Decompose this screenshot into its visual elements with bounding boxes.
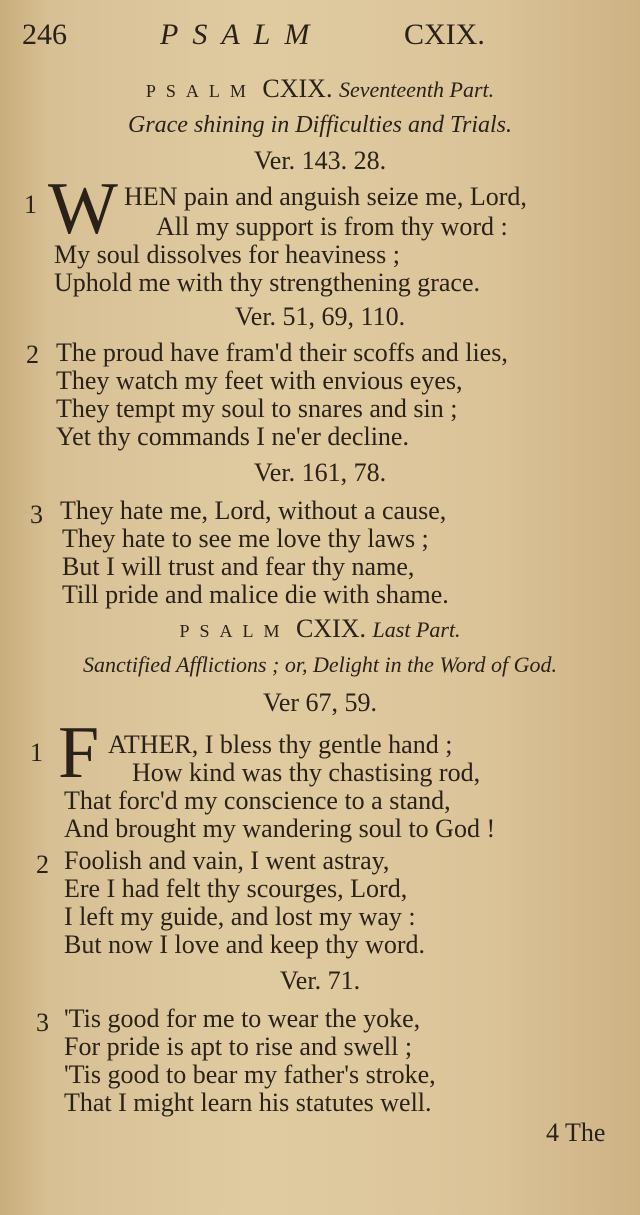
verse-line: But now I love and keep thy word. [64,930,426,959]
part-subtitle: Sanctified Afflictions ; or, Delight in the Word of God. [83,652,557,677]
verse-line: Yet thy commands I ne'er decline. [56,422,409,451]
stanza-number: 3 [30,500,43,529]
part-name: Seventeenth Part. [338,77,495,102]
part-name: Last Part. [372,617,461,642]
stanza-number: 1 [30,738,43,767]
stanza-number: 2 [36,850,49,879]
verse-line: I left my guide, and lost my way : [64,902,416,931]
stanza-number: 2 [26,340,39,369]
stanza-number: 1 [24,190,37,219]
verse-reference: Ver 67, 59. [262,688,378,717]
psalm-numeral: CXIX. [295,614,367,643]
verse-line: That I might learn his statutes well. [64,1088,432,1117]
verse-reference: Ver. 143. 28. [253,146,387,175]
verse-line: For pride is apt to rise and swell ; [64,1032,413,1061]
verse-line: That forc'd my conscience to a stand, [64,786,451,815]
verse-line: Uphold me with thy strengthening grace. [54,268,481,297]
verse-line: All my support is from thy word : [156,212,508,241]
verse-line: And brought my wandering soul to God ! [64,814,496,843]
verse-line: They watch my feet with envious eyes, [56,366,463,395]
drop-capital: F [58,712,100,794]
verse-line: HEN pain and anguish seize me, Lord, [124,182,527,211]
verse-reference: Ver. 161, 78. [253,458,387,487]
verse-line: ATHER, I bless thy gentle hand ; [108,730,453,759]
verse-line: Foolish and vain, I went astray, [64,846,390,875]
part-heading [0,74,640,104]
verse-line: They hate to see me love thy laws ; [62,524,429,553]
verse-line: How kind was thy chastising rod, [132,758,481,787]
verse-line: The proud have fram'd their scoffs and lies, [56,338,508,367]
page-number: 246 [22,18,67,51]
catchword: 4 The [546,1118,606,1147]
drop-capital: W [48,168,118,250]
verse-line: But I will trust and fear thy name, [62,552,415,581]
running-psalm-number: CXIX. [404,18,485,51]
verse-line: 'Tis good for me to wear the yoke, [64,1004,421,1033]
stanza-number: 3 [36,1008,49,1037]
verse-line: Ere I had felt thy scourges, Lord, [64,874,408,903]
psalm-label: PSALM [179,621,290,641]
verse-line: My soul dissolves for heaviness ; [54,240,400,269]
verse-line: They tempt my soul to snares and sin ; [56,394,458,423]
verse-line: 'Tis good to bear my father's stroke, [64,1060,436,1089]
part-heading [0,614,640,644]
verse-reference: Ver. 71. [279,966,361,995]
verse-reference: Ver. 51, 69, 110. [234,302,406,331]
part-subtitle: Grace shining in Difficulties and Trials. [127,112,512,138]
psalm-numeral: CXIX. [262,74,333,103]
psalm-label: PSALM [145,81,256,101]
verse-line: They hate me, Lord, without a cause, [60,496,447,525]
running-title: PSALM [160,18,324,51]
verse-line: Till pride and malice die with shame. [62,580,449,609]
